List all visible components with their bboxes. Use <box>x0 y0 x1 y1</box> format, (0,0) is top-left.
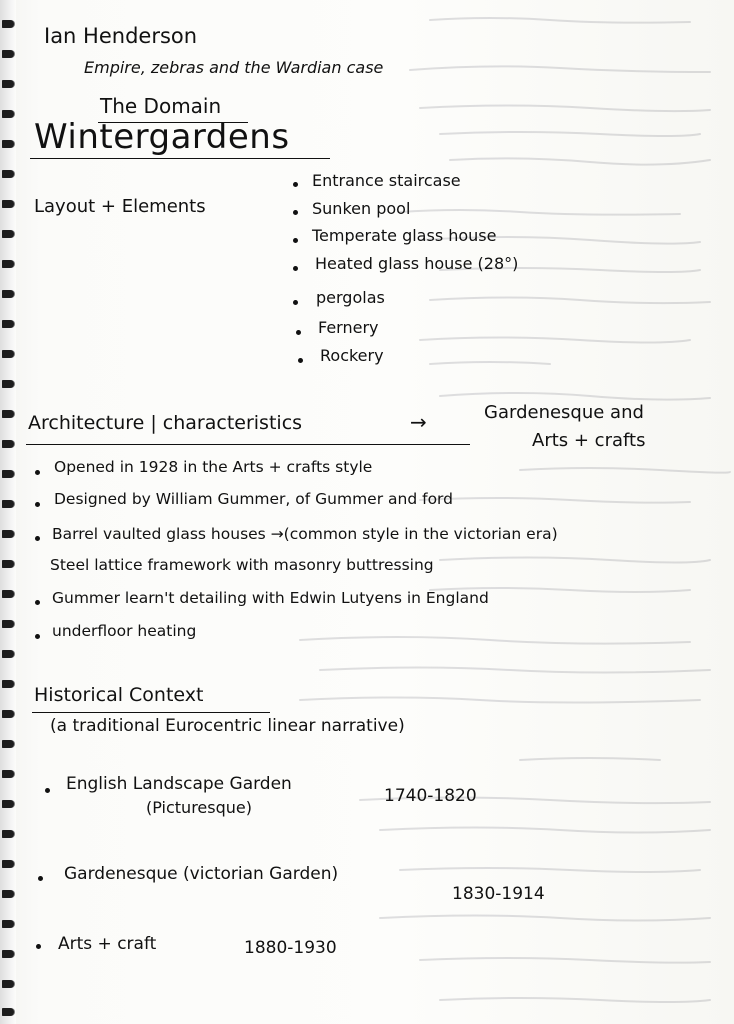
binding-ring <box>2 200 14 208</box>
history-subtitle: (a traditional Eurocentric linear narrative) <box>50 716 405 736</box>
place-title: The Domain <box>100 94 222 118</box>
bullet-icon <box>296 330 301 335</box>
bullet-icon <box>45 788 50 793</box>
bullet-icon <box>293 238 298 243</box>
binding-ring <box>2 170 14 178</box>
bullet-icon <box>293 300 298 305</box>
binding-ring <box>2 80 14 88</box>
architecture-style: Gardenesque and <box>484 402 644 423</box>
binding-ring <box>2 740 14 748</box>
binding-ring <box>2 470 14 478</box>
binding-ring <box>2 50 14 58</box>
history-item-label: English Landscape Garden <box>66 774 292 794</box>
architecture-underline <box>26 444 470 445</box>
spiral-binding <box>0 0 16 1024</box>
binding-ring <box>2 710 14 718</box>
layout-heading: Layout + Elements <box>34 196 206 217</box>
bullet-icon <box>293 210 298 215</box>
architecture-item: Steel lattice framework with masonry buttressing <box>50 556 434 574</box>
bullet-icon <box>35 634 40 639</box>
binding-ring <box>2 530 14 538</box>
architecture-item: Barrel vaulted glass houses →(common style in the victorian era) <box>52 525 558 543</box>
binding-ring <box>2 320 14 328</box>
architecture-item: Opened in 1928 in the Arts + crafts style <box>54 458 373 476</box>
binding-ring <box>2 560 14 568</box>
bullet-icon <box>35 536 40 541</box>
bullet-icon <box>35 470 40 475</box>
author-name: Ian Henderson <box>44 24 198 48</box>
layout-item: Entrance staircase <box>312 171 461 190</box>
architecture-style: Arts + crafts <box>532 430 646 451</box>
binding-ring <box>2 650 14 658</box>
layout-item: Heated glass house (28°) <box>315 254 519 273</box>
bullet-icon <box>293 182 298 187</box>
binding-ring <box>2 890 14 898</box>
bullet-icon <box>38 876 43 881</box>
binding-ring <box>2 110 14 118</box>
subject-heading: Wintergardens <box>34 117 290 157</box>
binding-ring <box>2 590 14 598</box>
layout-item: Sunken pool <box>312 199 411 218</box>
history-underline <box>32 712 270 713</box>
history-item-note: (Picturesque) <box>146 798 252 817</box>
binding-ring <box>2 950 14 958</box>
arrow-right-icon: → <box>410 410 427 434</box>
bullet-icon <box>35 600 40 605</box>
architecture-item: Designed by William Gummer, of Gummer and ford <box>54 490 453 508</box>
binding-ring <box>2 20 14 28</box>
architecture-item: Gummer learn't detailing with Edwin Lutyens in England <box>52 589 489 607</box>
layout-item: Temperate glass house <box>312 226 497 245</box>
book-title: Empire, zebras and the Wardian case <box>84 58 384 77</box>
binding-ring <box>2 1008 14 1016</box>
binding-ring <box>2 140 14 148</box>
layout-item: pergolas <box>316 288 385 307</box>
history-item-years: 1830-1914 <box>452 884 545 904</box>
binding-ring <box>2 680 14 688</box>
binding-ring <box>2 260 14 268</box>
binding-ring <box>2 980 14 988</box>
bullet-icon <box>35 502 40 507</box>
bullet-icon <box>36 944 41 949</box>
binding-ring <box>2 770 14 778</box>
history-item-years: 1880-1930 <box>244 938 337 958</box>
binding-ring <box>2 440 14 448</box>
layout-item: Rockery <box>320 346 384 365</box>
history-item-label: Arts + craft <box>58 934 157 954</box>
subject-underline <box>30 158 330 159</box>
binding-ring <box>2 350 14 358</box>
binding-ring <box>2 830 14 838</box>
layout-item: Fernery <box>318 318 379 337</box>
binding-ring <box>2 230 14 238</box>
binding-ring <box>2 290 14 298</box>
history-item-label: Gardenesque (victorian Garden) <box>64 864 339 884</box>
binding-ring <box>2 500 14 508</box>
binding-ring <box>2 800 14 808</box>
architecture-heading: Architecture | characteristics <box>28 412 303 434</box>
architecture-item: underfloor heating <box>52 622 197 640</box>
binding-ring <box>2 380 14 388</box>
binding-ring <box>2 860 14 868</box>
binding-ring <box>2 410 14 418</box>
binding-ring <box>2 620 14 628</box>
bullet-icon <box>298 358 303 363</box>
bullet-icon <box>293 266 298 271</box>
history-item-years: 1740-1820 <box>384 786 477 806</box>
binding-ring <box>2 920 14 928</box>
history-heading: Historical Context <box>34 684 204 706</box>
